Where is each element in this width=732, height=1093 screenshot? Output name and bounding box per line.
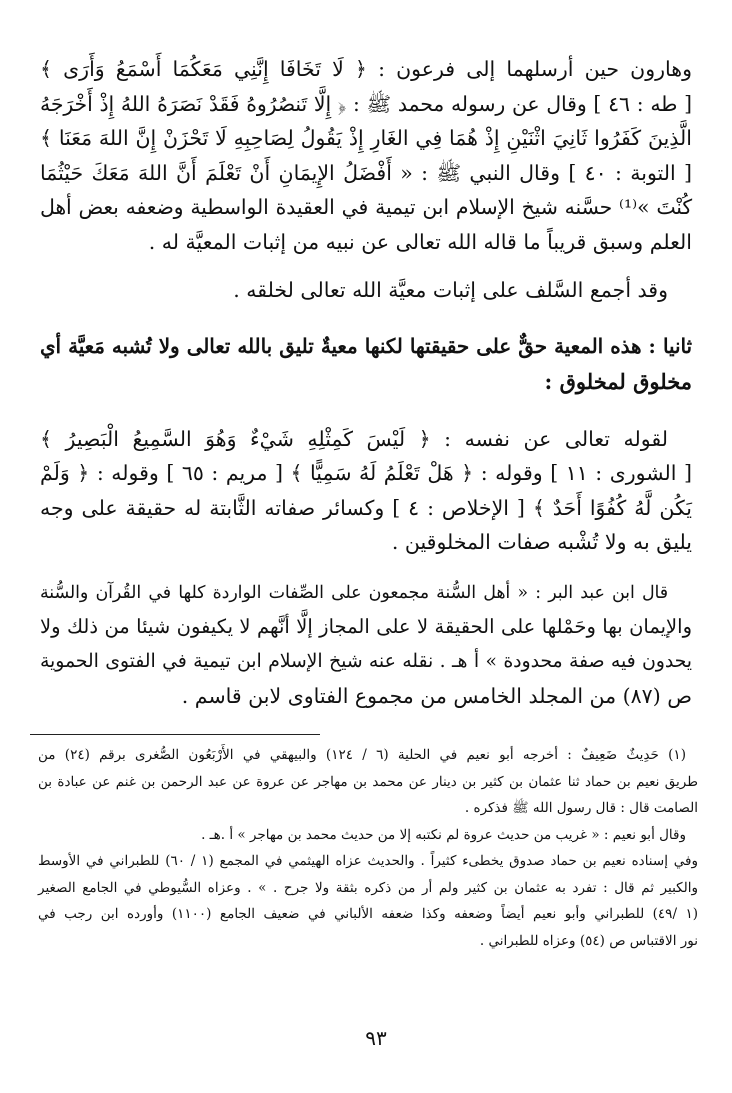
footnotes xyxy=(38,742,698,954)
footnote-line: والكبير ثم قال : تفرد به عثمان بن كثير ولم أر من ذكره بثقة ولا جرح . » . وعزاه السُّيوطي في الجامع الصغير xyxy=(38,879,698,896)
text-line: [ الشورى : ١١ ] وقوله : ﴿ هَلْ تَعْلَمُ لَهُ سَمِيًّا ﴾ [ مريم : ٦٥ ] وقوله : ﴿ وَلَمْ xyxy=(40,461,692,485)
text-line: يَكُن لَّهُ كُفُوًا أَحَدٌ ﴾ [ الإخلاص : ٤ ] وكسائر صفاته الثَّابتة له حقيقة على وجه xyxy=(40,495,692,520)
text-line: يليق به ولا تُشْبه صفات المخلوقين . xyxy=(391,530,692,554)
text-line: قال ابن عبد البر : « أهل السُّنة مجمعون على الصِّفات الواردة كلها في القُرآن والسُّنة xyxy=(40,582,668,603)
text-line: والإيمان بها وحَمْلها على الحقيقة لا على المجاز إلَّا أنَّهم لا يكيفون شيئا من ذلك ولا xyxy=(40,615,692,638)
text-line: كُنْتَ »⁽¹⁾ حسَّنه شيخ الإسلام ابن تيمية في العقيدة الواسطية وضعفه بعض أهل xyxy=(40,195,692,219)
text-line: [ طه : ٤٦ ] وقال عن رسوله محمد ﷺ : ﴿ إِلَّا تَنصُرُوهُ فَقَدْ نَصَرَهُ اللهُ إِذْ أَخْرَجَهُ xyxy=(40,91,692,116)
heading-line: ثانيا : هذه المعية حقٌّ على حقيقتها لكنها معيةٌ تليق بالله تعالى ولا تُشبه مَعيَّة أي xyxy=(40,333,692,358)
footnote-line: (١ /٤٩) للطبراني وأبو نعيم أيضاً وضعفه وكذا ضعفه الألباني في ضعيف الجامع (١١٠٠) وأورده ابن رجب في xyxy=(38,906,699,922)
footnote-line: نور الاقتباس ص (٥٤) وعزاه للطبراني . xyxy=(479,932,698,949)
paragraph-1 xyxy=(40,52,692,259)
paragraph-4 xyxy=(40,576,692,714)
section-heading xyxy=(40,328,692,400)
footnote-line: الصامت قال : قال رسول الله ﷺ فذكره . xyxy=(464,800,698,816)
text-line: الَّذِينَ كَفَرُوا ثَانِيَ اثْنَيْنِ إِذْ هُمَا فِي الغَارِ إِذْ يَقُولُ لِصَاحِبِهِ لَا تَحْزَنْ إِنَّ اللهَ مَعَنَا ﴾ xyxy=(40,126,692,150)
text-line: وهارون حين أرسلهما إلى فرعون : ﴿ لَا تَخَافَا إِنَّنِي مَعَكُمَا أَسْمَعُ وَأَرَى ﴾ xyxy=(40,57,692,81)
paragraph-3 xyxy=(40,422,692,560)
text-line: العلم وسبق قريباً ما قاله الله تعالى عن نبيه من إثبات المعيَّة له . xyxy=(148,229,692,254)
footnote-line: طريق نعيم بن حماد ثنا عثمان بن كثير بن دينار عن محمد بن مهاجر عن عروة عن عبد الرحمن بن غنم عن عبادة بن xyxy=(38,773,698,790)
text-line: يحدون فيه صفة محدودة » أ هـ . نقله عنه شيخ الإسلام ابن تيمية في الفتوى الحموية xyxy=(40,650,692,672)
footnote-line: وفي إسناده نعيم بن حماد صدوق يخطىء كثيراً . والحديث عزاه الهيثمي في المجمع (١ / ٦٠) للطبراني في الأوسط xyxy=(38,853,698,869)
text-line: [ التوبة : ٤٠ ] وقال النبي ﷺ : « أَفْضَلُ الإِيمَانِ أَنْ تَعْلَمَ أَنَّ اللهَ مَعَكَ حَيْثُمَا xyxy=(40,160,692,185)
heading-line: مخلوق لمخلوق : xyxy=(544,368,692,394)
text-line: ص (٨٧) من المجلد الخامس من مجموع الفتاوى لابن قاسم . xyxy=(181,684,692,708)
footnote-divider xyxy=(30,734,320,735)
paragraph-2: وقد أجمع السَّلف على إثبات معيَّة الله تعالى لخلقه . xyxy=(233,278,668,302)
page-number: ٩٣ xyxy=(365,1026,387,1050)
text-line: لقوله تعالى عن نفسه : ﴿ لَيْسَ كَمِثْلِهِ شَيْءٌ وَهُوَ السَّمِيعُ الْبَصِيرُ ﴾ xyxy=(40,426,668,451)
footnote-line: وقال أبو نعيم : « غريب من حديث عروة لم نكتبه إلا من حديث محمد بن مهاجر » أ .هـ . xyxy=(201,826,686,843)
footnote-line: (١) حَدِيثٌ ضَعِيفٌ : أخرجه أبو نعيم في الحلية (٦ / ١٢٤) والبيهقي في الأَرْبَعُون الصُّغرى برقم (٢٤) من xyxy=(38,747,686,763)
main-text xyxy=(40,52,692,714)
